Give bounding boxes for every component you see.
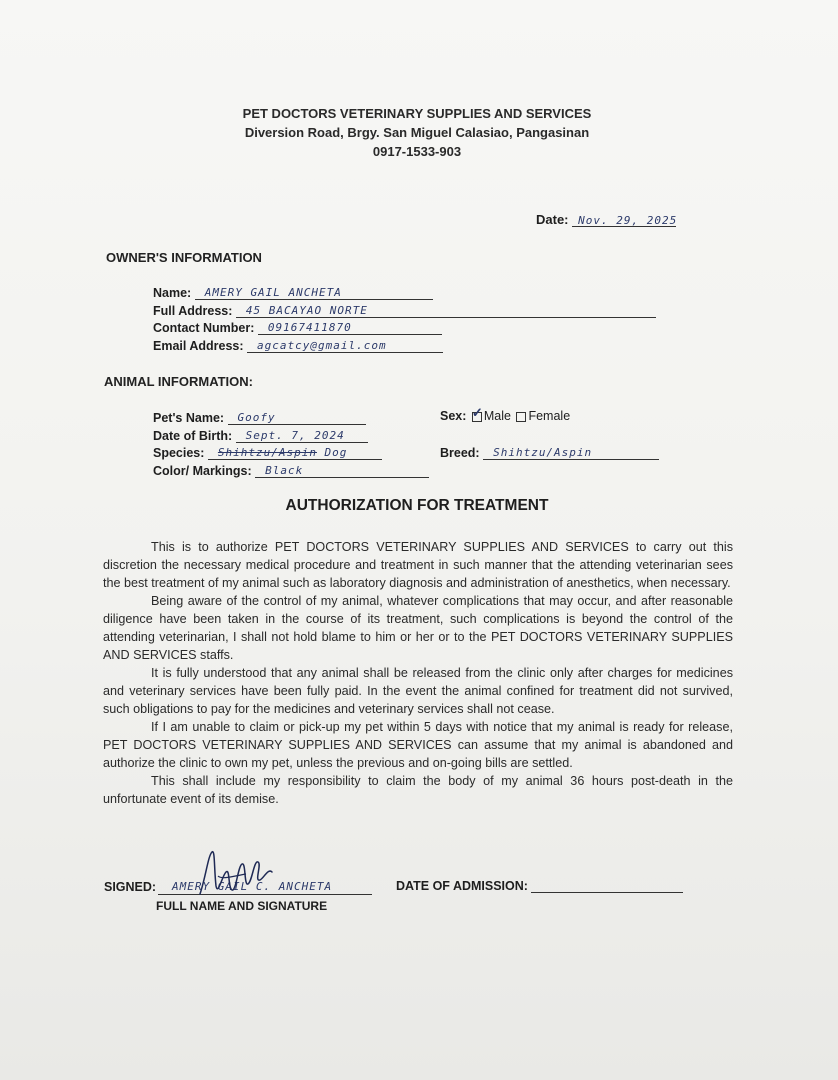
species-field [153,445,382,460]
owner-email-value: agcatcy@gmail.com [257,339,387,352]
admission-date-field [396,878,683,893]
admission-date-label: DATE OF ADMISSION: [396,879,528,893]
owner-contact-field [153,320,442,335]
female-option-label: Female [528,409,571,423]
species-struck-value: Shihtzu/Aspin [217,446,317,459]
sex-label: Sex: [440,409,467,423]
owner-address-field [153,303,656,318]
dob-value: Sept. 7, 2024 [245,429,345,442]
date-field [536,212,676,227]
owner-contact-value: 09167411870 [267,321,352,334]
owner-name-value: AMERY GAIL ANCHETA [204,286,342,299]
owner-name-label: Name: [153,286,192,300]
male-checkbox[interactable] [471,404,483,422]
female-checkbox[interactable] [516,412,526,422]
clinic-address: Diversion Road, Brgy. San Miguel Calasiao, Pangasinan [244,125,590,140]
owner-address-label: Full Address: [153,304,233,318]
breed-field [440,445,659,460]
authorization-paragraph: If I am unable to claim or pick-up my pet within 5 days with notice that my animal is ready for release, PET DOCTORS VETERINARY SUPPLIES AND SERVICES can assume that my animal is abandoned and authorize the clinic to own my pet, unless the previous and on-going bills are settled. [103,720,733,770]
authorization-paragraph: It is fully understood that any animal shall be released from the clinic only after charges for medicines and veterinary services have been fully paid. In the event the animal confined for treatment did not survived, such obligations to pay for the medicines and veterinary services shall not cease. [103,666,733,716]
authorization-title: AUTHORIZATION FOR TREATMENT [285,497,549,514]
handwritten-signature [192,846,282,902]
species-label: Species: [153,446,205,460]
pet-name-field [153,410,366,425]
pet-name-line [228,410,366,425]
male-option-label: Male [483,409,511,423]
color-value: Black [265,464,304,477]
owner-email-line [247,338,443,353]
owner-section-title: OWNER'S INFORMATION [106,250,262,265]
pet-name-label: Pet's Name: [153,411,225,425]
pet-name-value: Goofy [237,411,276,424]
authorization-paragraph: This shall include my responsibility to claim the body of my animal 36 hours post-death in the unfortunate event of its demise. [103,774,733,806]
color-field [153,463,429,478]
date-label: Date: [536,212,569,227]
clinic-phone: 0917-1533-903 [372,144,462,159]
admission-date-line[interactable] [531,878,683,893]
clinic-header [0,104,834,161]
species-value: Dog [324,446,348,459]
owner-email-label: Email Address: [153,339,244,353]
species-line [208,445,382,460]
breed-value: Shihtzu/Aspin [493,446,593,459]
sex-field [440,404,571,423]
clinic-name: PET DOCTORS VETERINARY SUPPLIES AND SERVICES [242,106,592,121]
owner-address-value: 45 BACAYAO NORTE [245,304,368,317]
owner-name-line [195,285,433,300]
owner-contact-label: Contact Number: [153,321,255,335]
date-value: Nov. 29, 2025 [578,214,678,227]
breed-line [483,445,659,460]
color-line [255,463,429,478]
dob-label: Date of Birth: [153,429,233,443]
dob-line [236,428,368,443]
animal-section-title: ANIMAL INFORMATION: [104,374,253,389]
date-line [572,212,676,227]
owner-name-field [153,285,433,300]
signed-name-value: AMERY GAIL C. ANCHETA [172,880,333,893]
owner-address-line [236,303,656,318]
breed-label: Breed: [440,446,480,460]
signed-label: SIGNED: [104,880,157,894]
color-label: Color/ Markings: [153,464,252,478]
authorization-paragraph: This is to authorize PET DOCTORS VETERINARY SUPPLIES AND SERVICES to carry out this discretion the necessary medical procedure and treatment in such manner that the attending veterinarian sees the best treatment of my animal such as laboratory diagnosis and administration of anesthetics, when necessary. [103,540,733,590]
dob-field [153,428,368,443]
authorization-paragraph: Being aware of the control of my animal, whatever complications that may occur, and after reasonable diligence have been taken in the course of its treatment, such complications is beyond the control of the attending veterinarian, I shall not hold blame to him or her or to the PET DOCTORS VETERINARY SUPPLIES AND SERVICES staffs. [103,594,733,662]
signature-caption: FULL NAME AND SIGNATURE [156,899,328,913]
check-icon: ✓ [471,404,483,420]
owner-email-field [153,338,443,353]
authorization-body [103,538,733,808]
owner-contact-line [258,320,442,335]
